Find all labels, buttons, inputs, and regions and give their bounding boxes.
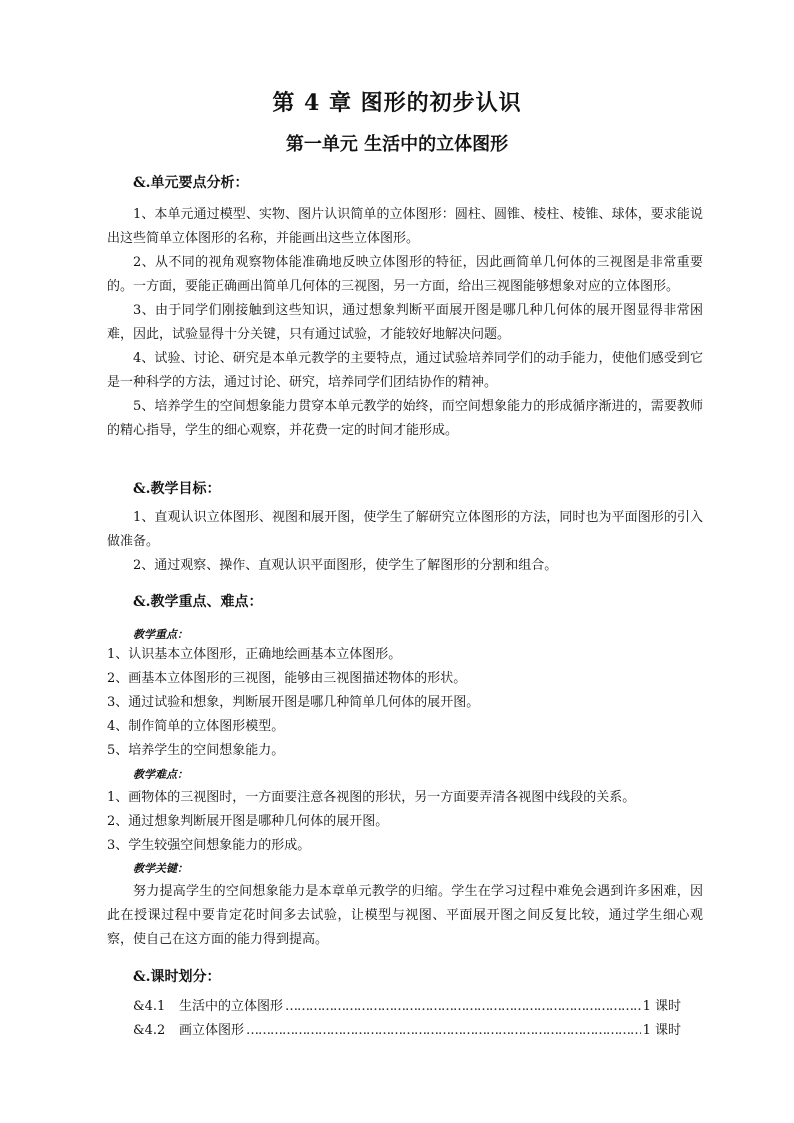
goals-paragraph: 1、直观认识立体图形、视图和展开图，使学生了解研究立体图形的方法，同时也为平面图形的引入做准备。 — [107, 510, 703, 549]
goals-body — [107, 506, 703, 578]
difficulty-item: 3、学生较强空间想象能力的形成。 — [107, 838, 311, 853]
analysis-paragraph: 2、从不同的视角观察物体能准确地反映立体图形的特征，因此画简单几何体的三视图是非常重要的。一方面，要能正确画出简单几何体的三视图，另一方面，给出三视图能够想象对应的立体图形。 — [107, 255, 703, 294]
section-heading-goals: &.教学目标： — [133, 481, 221, 497]
lesson-name: 生活中的立体图形 — [179, 999, 284, 1014]
focus-item: 1、认识基本立体图形，正确地绘画基本立体图形。 — [107, 647, 402, 662]
schedule-list — [133, 995, 681, 1043]
analysis-paragraph: 1、本单元通过模型、实物、图片认识简单的立体图形：圆柱、圆锥、棱柱、棱锥、球体，要求能说出这些简单立体图形的名称，并能画出这些立体图形。 — [107, 207, 703, 246]
analysis-paragraph: 4、试验、讨论、研究是本单元教学的主要特点，通过试验培养同学们的动手能力，使他们感受到它是一种科学的方法，通过讨论、研究，培养同学们团结协作的精神。 — [107, 351, 703, 390]
analysis-paragraph: 3、由于同学们刚接触到这些知识，通过想象判断平面展开图是哪几种几何体的展开图显得非常困难，因此，试验显得十分关键，只有通过试验，才能较好地解决问题。 — [107, 303, 703, 342]
focus-item: 4、制作简单的立体图形模型。 — [107, 719, 285, 734]
lesson-name: 画立体图形 — [179, 1023, 245, 1038]
section-heading-analysis: &.单元要点分析： — [133, 175, 249, 191]
key-body — [107, 880, 703, 952]
lesson-number: &4.1 — [133, 999, 166, 1014]
goals-paragraph: 2、通过观察、操作、直观认识平面图形，使学生了解图形的分割和组合。 — [133, 558, 558, 573]
difficulty-item: 1、画物体的三视图时，一方面要注意各视图的形状，另一方面要弄清各视图中线段的关系。 — [107, 790, 636, 805]
lesson-hours: 1 课时 — [642, 1023, 681, 1038]
focus-item: 5、培养学生的空间想象能力。 — [107, 743, 285, 758]
key-label: 教学关键： — [133, 862, 188, 875]
lesson-number: &4.2 — [133, 1023, 166, 1038]
schedule-row — [133, 1019, 681, 1043]
chapter-title: 第 4 章 图形的初步认识 — [272, 90, 522, 116]
focus-item: 2、画基本立体图形的三视图，能够由三视图描述物体的形状。 — [107, 671, 467, 686]
focus-list — [107, 643, 703, 763]
key-paragraph: 努力提高学生的空间想象能力是本章单元教学的归缩。学生在学习过程中难免会遇到许多困难，因此在授课过程中要肯定花时间多去试验，让模型与视图、平面展开图之间反复比较，通过学生细心观察，使自己在这方面的能力得到提高。 — [107, 884, 703, 947]
unit-title: 第一单元 生活中的立体图形 — [285, 134, 509, 155]
difficulty-list — [107, 786, 703, 858]
difficulty-label: 教学难点： — [133, 768, 188, 781]
difficulty-item: 2、通过想象判断展开图是哪种几何体的展开图。 — [107, 814, 389, 829]
dot-leader — [246, 1019, 641, 1043]
analysis-body — [107, 203, 703, 443]
analysis-paragraph: 5、培养学生的空间想象能力贯穿本单元教学的始终，而空间想象能力的形成循序渐进的，需要教师的精心指导，学生的细心观察，并花费一定的时间才能形成。 — [107, 399, 703, 438]
schedule-row — [133, 995, 681, 1019]
lesson-hours: 1 课时 — [642, 999, 681, 1014]
section-heading-schedule: &.课时划分： — [133, 969, 221, 985]
focus-item: 3、通过试验和想象，判断展开图是哪几种简单几何体的展开图。 — [107, 695, 480, 710]
section-heading-key-points: &.教学重点、难点： — [133, 594, 263, 610]
focus-label: 教学重点： — [133, 628, 188, 641]
dot-leader — [285, 995, 641, 1019]
